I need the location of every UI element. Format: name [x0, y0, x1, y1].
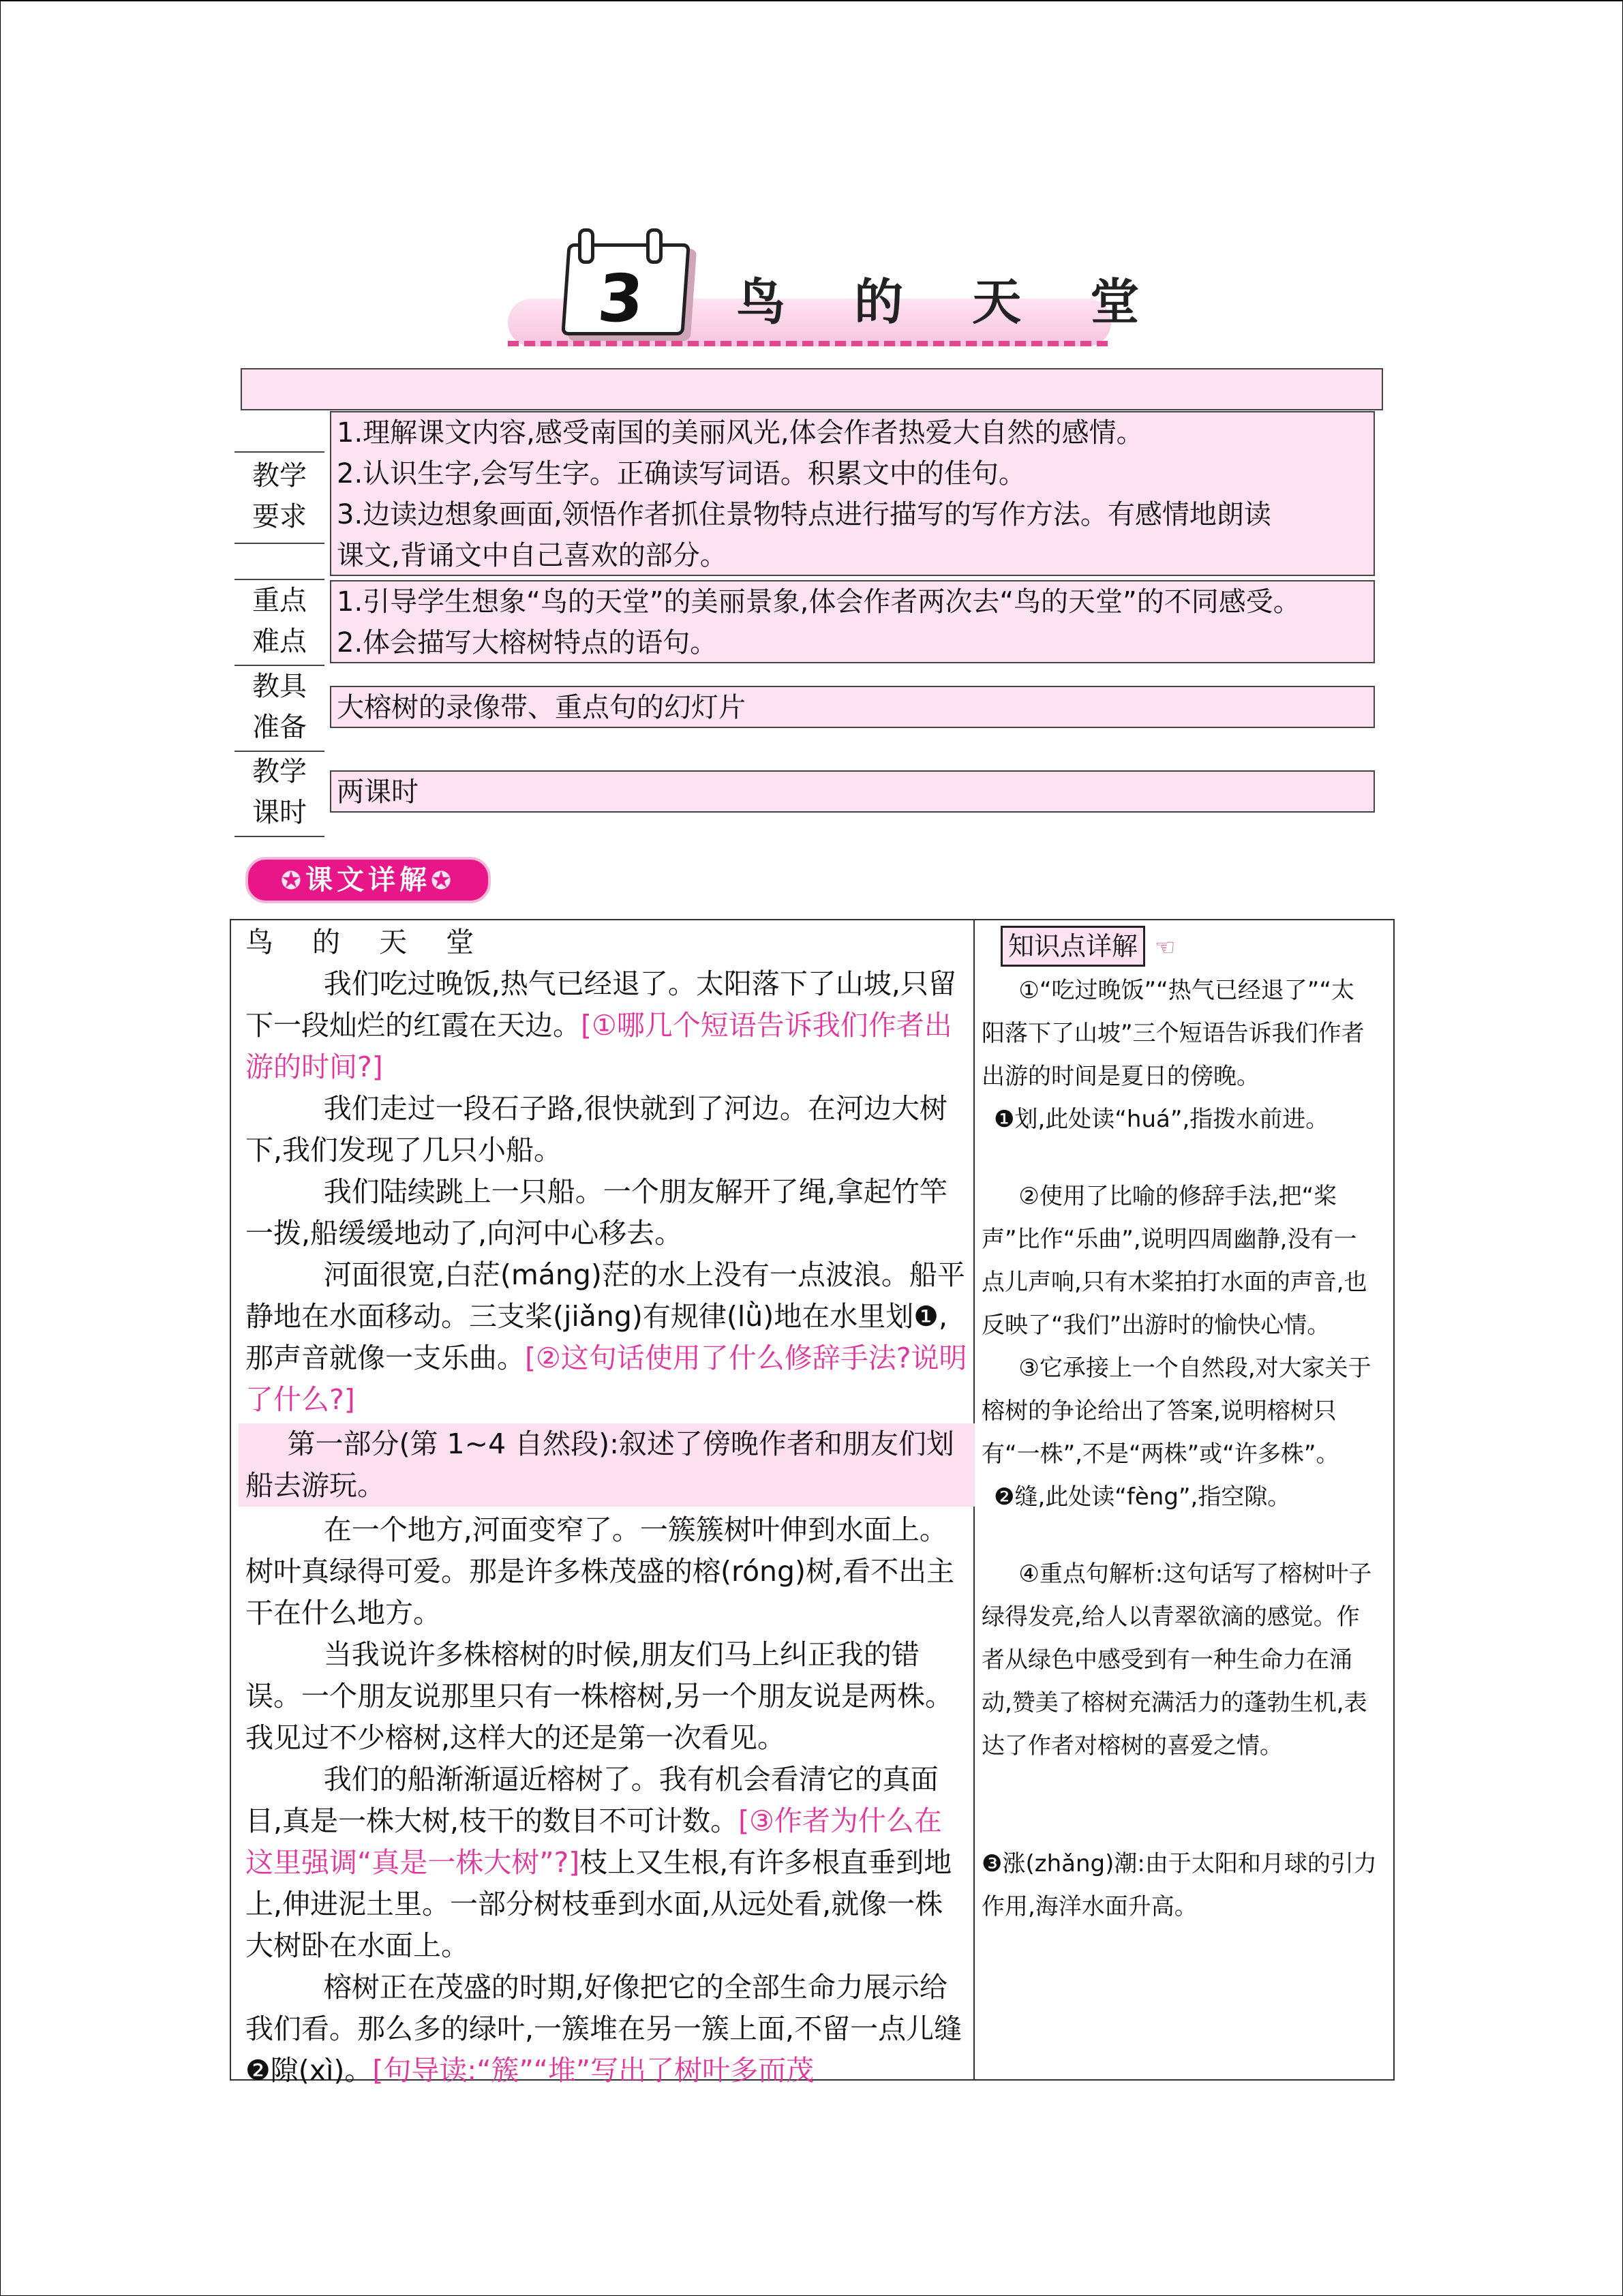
- lesson-heading: 鸟 的 天 堂: [245, 926, 489, 958]
- note: ①“吃过晚饭”“热气已经退了”“太阳落下了山坡”三个短语告诉我们作者出游的时间是夏日的傍晚。: [982, 977, 1365, 1090]
- part-summary: 第一部分(第 1~4 自然段):叙述了傍晚作者和朋友们划船去游玩。: [239, 1423, 975, 1507]
- notes-title: 知识点详解: [1001, 926, 1145, 967]
- req-cell: 1.理解课文内容,感受南国的美丽风光,体会作者热爱大自然的感情。 2.认识生字,会写生字。正确读写词语。积累文中的佳句。 3.边读边想象画面,领悟作者抓住景物特点进行描写的写作方法。有感情地朗读 课文,背诵文中自己喜欢的部分。: [330, 411, 1375, 576]
- star-icon: ✪: [280, 867, 305, 895]
- time-label: 教学 课时: [234, 751, 324, 834]
- calendar-icon: [564, 228, 687, 337]
- lesson-title: 鸟 的 天 堂: [736, 273, 1166, 331]
- note: ④重点句解析:这句话写了榕树叶子绿得发亮,给人以青翠欲滴的感觉。作者从绿色中感受到有一种生命力在涌动,赞美了榕树充满活力的蓬勃生机,表达了作者对榕树的喜爱之情。: [982, 1560, 1372, 1759]
- title-underline: [508, 341, 1108, 346]
- question: [③作者为什么在这里强调“真是一株大树”?]: [245, 1804, 942, 1879]
- info-header-bar: [241, 368, 1383, 410]
- note: ❶划,此处读“huá”,指拨水前进。: [994, 1106, 1329, 1133]
- paragraph: 我们陆续跳上一只船。一个朋友解开了绳,拿起竹竿一拨,船缓缓地动了,向河中心移去。: [245, 1175, 947, 1250]
- note: ❸涨(zhǎng)潮:由于太阳和月球的引力作用,海洋水面升高。: [982, 1850, 1377, 1920]
- question: [②这句话使用了什么修辞手法?说明了什么?]: [245, 1342, 967, 1416]
- paragraph: 榕树正在茂盛的时期,好像把它的全部生命力展示给我们看。那么多的绿叶,一簇堆在另一簇上面,不留一点儿缝❷隙(xì)。[句导读:“簇”“堆”写出了树叶多而茂: [245, 1971, 962, 2087]
- notes-column: [982, 922, 1377, 1929]
- pointing-hand-icon: ☜: [1155, 934, 1176, 961]
- star-icon: ✪: [431, 867, 456, 895]
- time-cell: 两课时: [330, 770, 1375, 813]
- lesson-text: [245, 922, 968, 2091]
- req-label: 教学 要求: [234, 455, 324, 539]
- key-label: 重点 难点: [234, 580, 324, 663]
- question: [①哪几个短语告诉我们作者出游的时间?]: [245, 1009, 952, 1083]
- lesson-number: 3: [595, 260, 646, 337]
- paragraph: 河面很宽,白茫(máng)茫的水上没有一点波浪。船平静地在水面移动。三支桨(jiǎng)有规律(lǜ)地在水里划❶,那声音就像一支乐曲。[②这句话使用了什么修辞手法?说明了什么?]: [245, 1258, 967, 1416]
- note: ③它承接上一个自然段,对大家关于榕树的争论给出了答案,说明榕树只有“一株”,不是“两株”或“许多株”。: [982, 1355, 1371, 1468]
- section-badge: ✪课文详解✪: [245, 857, 491, 903]
- paragraph: 我们走过一段石子路,很快就到了河边。在河边大树下,我们发现了几只小船。: [245, 1092, 947, 1166]
- paragraph: 当我说许多株榕树的时候,朋友们马上纠正我的错误。一个朋友说那里只有一株榕树,另一个朋友说是两株。我见过不少榕树,这样大的还是第一次看见。: [245, 1638, 954, 1754]
- tool-label: 教具 准备: [234, 666, 324, 749]
- question: [句导读:“簇”“堆”写出了树叶多而茂: [372, 2054, 815, 2087]
- key-cell: 1.引导学生想象“鸟的天堂”的美丽景象,体会作者两次去“鸟的天堂”的不同感受。 2.体会描写大榕树特点的语句。: [330, 580, 1375, 663]
- paragraph: 我们吃过晚饭,热气已经退了。太阳落下了山坡,只留下一段灿烂的红霞在天边。[①哪几个短语告诉我们作者出游的时间?]: [245, 967, 956, 1083]
- tool-cell: 大榕树的录像带、重点句的幻灯片: [330, 686, 1375, 728]
- paragraph: 我们的船渐渐逼近榕树了。我有机会看清它的真面目,真是一株大树,枝干的数目不可计数。[③作者为什么在这里强调“真是一株大树”?]枝上又生根,有许多根直垂到地上,伸进泥土里。一部分树枝垂到水面,从远处看,就像一株大树卧在水面上。: [245, 1763, 952, 1962]
- note: ❷缝,此处读“fèng”,指空隙。: [994, 1483, 1291, 1511]
- note: ②使用了比喻的修辞手法,把“桨声”比作“乐曲”,说明四周幽静,没有一点儿声响,只有木桨拍打水面的声音,也反映了“我们”出游时的愉快心情。: [982, 1183, 1367, 1339]
- paragraph: 在一个地方,河面变窄了。一簇簇树叶伸到水面上。树叶真绿得可爱。那是许多株茂盛的榕(róng)树,看不出主干在什么地方。: [245, 1513, 955, 1629]
